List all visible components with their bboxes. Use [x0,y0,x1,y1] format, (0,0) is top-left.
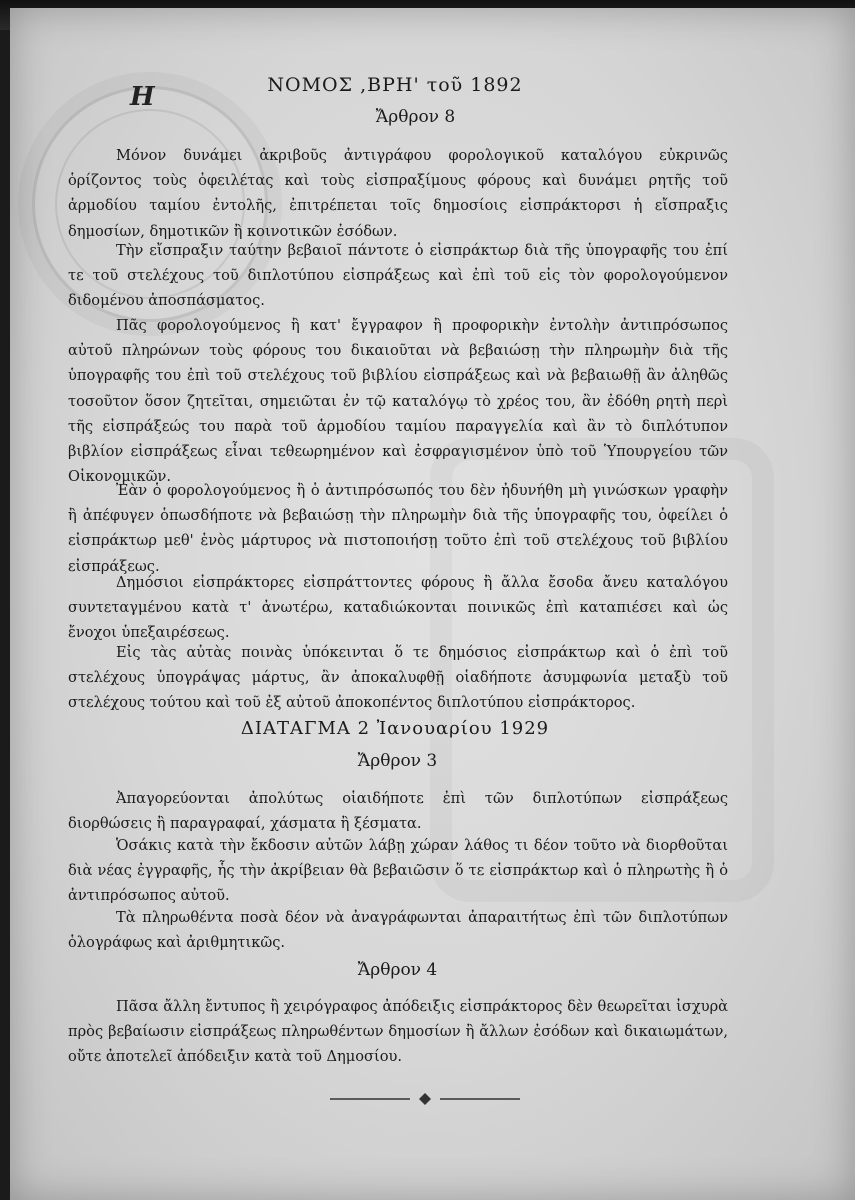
decree-paragraph-4: Πᾶσα ἄλλη ἔντυπος ἢ χειρόγραφος ἀπόδειξις εἰσπράκτορος δὲν θεωρεῖται ἰσχυρὰ πρὸς βεβαίωσιν εἰσπράξεως πληρωθέντων δημοσίων ἢ ἄλλων ἐσόδων καὶ δικαιωμάτων, οὔτε ἀποτελεῖ ἀπόδειξιν κατὰ τοῦ Δημοσίου. [68,998,728,1066]
law-paragraph-2: Τὴν εἴσπραξιν ταύτην βεβαιοῖ πάντοτε ὁ εἰσπράκτωρ διὰ τῆς ὑπογραφῆς του ἐπί τε τοῦ στελέχους τοῦ διπλοτύπου εἰσπράξεως καὶ ἐπὶ τοῦ εἰς τὸν φορολογούμενον διδομένου ἀποσπάσματος. [68,242,728,310]
decree-article-4-heading: Ἄρθρον 4 [357,960,438,980]
decree-paragraph-2: Ὁσάκις κατὰ τὴν ἔκδοσιν αὐτῶν λάβῃ χώραν λάθος τι δέον τοῦτο νὰ διορθοῦται διὰ νέας ἐγγραφῆς, ἧς τὴν ἀκρίβειαν θὰ βεβαιῶσιν ὅ τε εἰσπράκτωρ καὶ ὁ πληρωτὴς ἢ ὁ ἀντιπρόσωπος αὐτοῦ. [68,837,728,905]
law-title: ΝΟΜΟΣ ,ΒΡΗ' τοῦ 1892 [267,74,523,96]
handwritten-mark: Η [130,82,155,112]
decree-title: ΔΙΑΤΑΓΜΑ 2 Ἰανουαρίου 1929 [240,718,550,739]
end-ornament [330,1092,520,1106]
law-paragraph-1: Μόνον δυνάμει ἀκριβοῦς ἀντιγράφου φορολογικοῦ καταλόγου εὐκρινῶς ὁρίζοντος τοὺς ὀφειλέτας καὶ τοὺς εἰσπραξίμους φόρους καὶ δυνάμει ρητῆς τοῦ ἁρμοδίου ταμίου ἐντολῆς, ἐπιτρέπεται τοῖς δημοσίοις εἰσπράκτορσι ἡ εἴσπραξις δημοσίων, δημοτικῶν ἢ κοινοτικῶν ἐσόδων. [68,147,728,240]
law-paragraph-6: Εἰς τὰς αὐτὰς ποινὰς ὑπόκεινται ὅ τε δημόσιος εἰσπράκτωρ καὶ ὁ ἐπὶ τοῦ στελέχους ὑπογράψας μάρτυς, ἂν ἀποκαλυφθῇ οἱαδήποτε ἀσυμφωνία μεταξὺ τοῦ στελέχους τούτου καὶ τοῦ ἐξ αὐτοῦ ἀποκοπέντος διπλοτύπου εἰσπράκτορος. [68,644,728,712]
decree-paragraph-1: Ἀπαγορεύονται ἀπολύτως οἱαιδήποτε ἐπὶ τῶν διπλοτύπων εἰσπράξεως διορθώσεις ἢ παραγραφαί, χάσματα ἢ ξέσματα. [68,790,728,833]
law-paragraph-5: Δημόσιοι εἰσπράκτορες εἰσπράττοντες φόρους ἢ ἄλλα ἔσοδα ἄνευ καταλόγου συντεταγμένου κατὰ τ' ἀνωτέρω, καταδιώκονται ποινικῶς ἐπὶ καταπιέσει καὶ ὡς ἔνοχοι ὑπεξαιρέσεως. [68,574,728,642]
law-article-heading: Ἄρθρον 8 [375,107,456,127]
law-paragraph-4: Ἐὰν ὁ φορολογούμενος ἢ ὁ ἀντιπρόσωπός του δὲν ἠδυνήθη μὴ γινώσκων γραφὴν ἢ ἀπέφυγεν ὁπωσδήποτε νὰ βεβαιώσῃ τὴν πληρωμὴν διὰ τῆς ὑπογραφῆς του, ὀφείλει ὁ εἰσπράκτωρ μεθ' ἑνὸς μάρτυρος νὰ πιστοποιήσῃ τοῦτο ἐπὶ τοῦ στελέχους τοῦ βιβλίου εἰσπράξεως. [68,482,728,575]
law-paragraph-3: Πᾶς φορολογούμενος ἢ κατ' ἔγγραφον ἢ προφορικὴν ἐντολὴν ἀντιπρόσωπος αὐτοῦ πληρώνων τοὺς φόρους του δικαιοῦται νὰ βεβαιώσῃ τὴν πληρωμὴν διὰ τῆς ὑπογραφῆς του ἐπὶ τοῦ στελέχους τοῦ βιβλίου εἰσπράξεως καὶ νὰ βεβαιωθῇ ἂν ἀληθῶς τοσοῦτον ὅσον ζητεῖται, σημειῶται ἐν τῷ καταλόγῳ τὸ χρέος του, ἂν ἐδόθη ρητὴ περὶ τῆς εἰσπράξεώς του παρὰ τοῦ ἁρμοδίου ταμίου παραγγελία καὶ ἂν τὸ διπλότυπον βιβλίον εἰσπράξεως εἶναι τεθεωρημένον καὶ ἐσφραγισμένον ὑπὸ τοῦ Ὑπουργείου τῶν Οἰκονομικῶν. [68,317,728,486]
decree-paragraph-3: Τὰ πληρωθέντα ποσὰ δέον νὰ ἀναγράφωνται ἀπαραιτήτως ἐπὶ τῶν διπλοτύπων ὁλογράφως καὶ ἀριθμητικῶς. [68,909,728,952]
decree-article-3-heading: Ἄρθρον 3 [357,751,438,771]
